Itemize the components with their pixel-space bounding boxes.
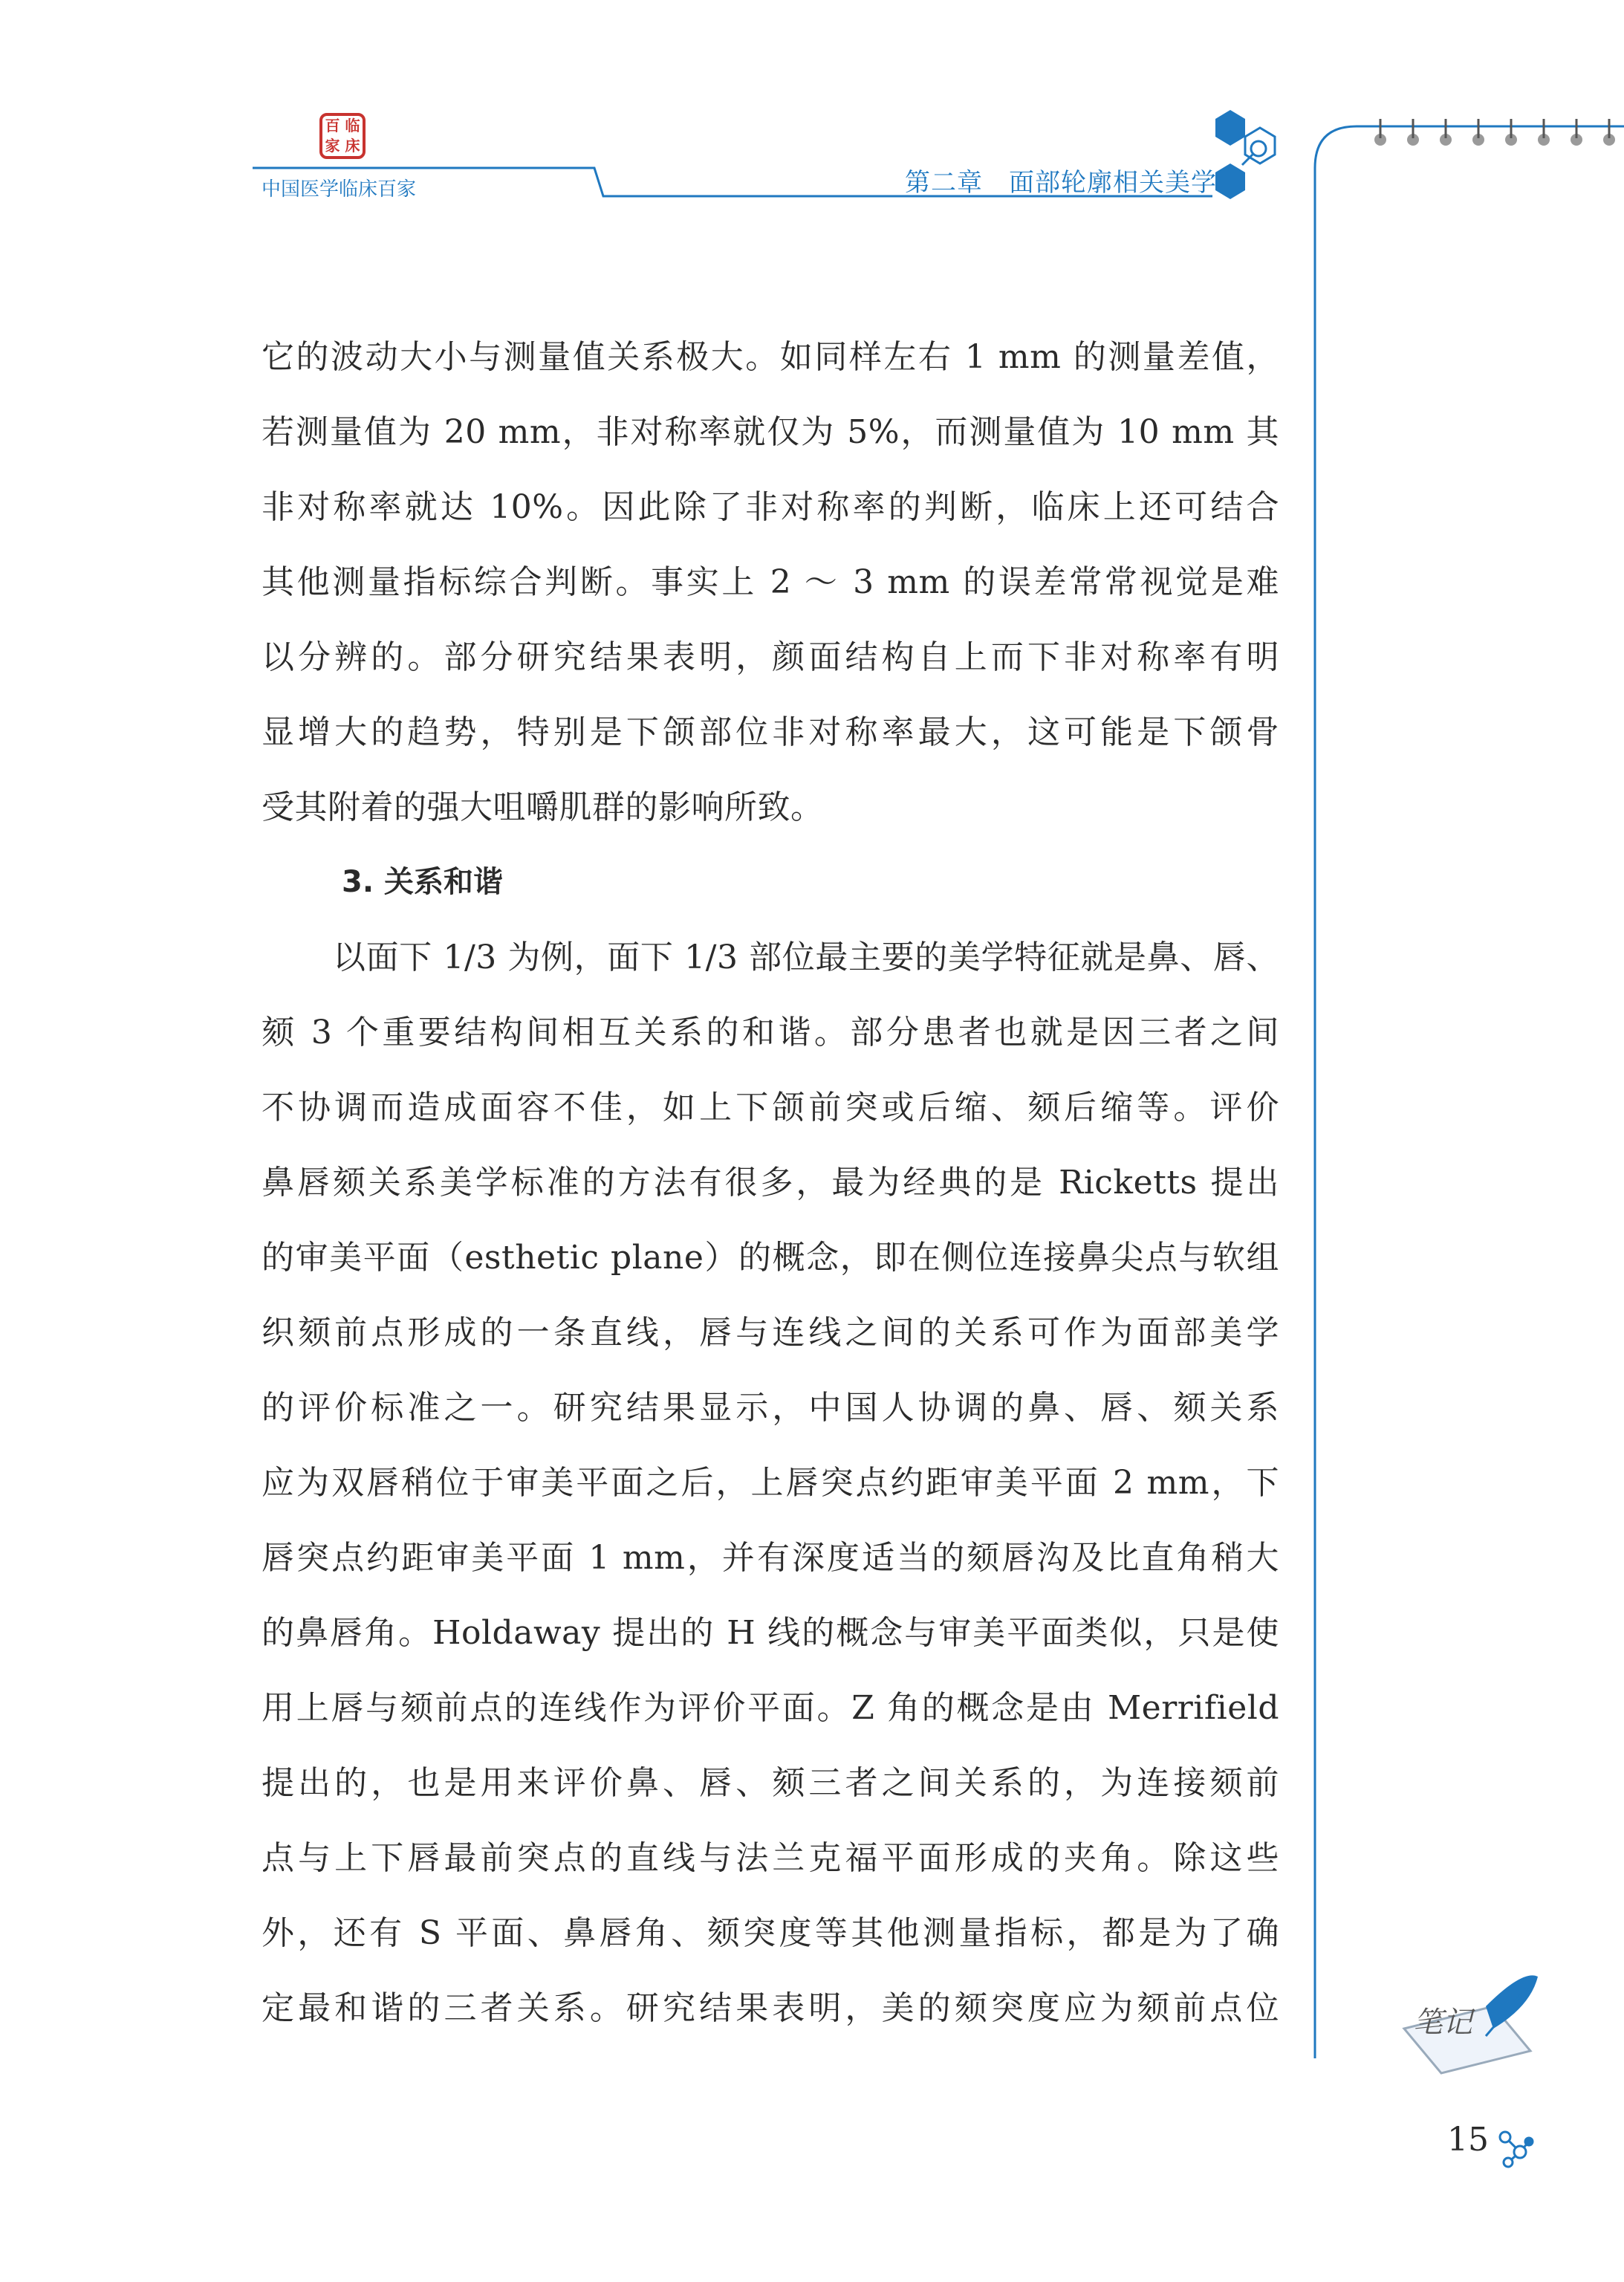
text-line: 点与上下唇最前突点的直线与法兰克福平面形成的夹角。除这些 (262, 1839, 1279, 1877)
text-line: 以分辨的。部分研究结果表明，颜面结构自上而下非对称率有明 (262, 638, 1279, 676)
paragraph-harmony (262, 920, 1279, 2046)
logo-char: 临 (345, 117, 360, 134)
text-line: 受其附着的强大咀嚼肌群的影响所致。 (262, 788, 824, 826)
text-line: 颏 3 个重要结构间相互关系的和谐。部分患者也就是因三者之间 (262, 1014, 1279, 1051)
notes-margin-frame (1315, 126, 1624, 2058)
molecule-icon (1500, 2132, 1533, 2167)
text-line: 的评价标准之一。研究结果显示，中国人协调的鼻、唇、颏关系 (262, 1389, 1279, 1427)
notes-label: 笔记 (1413, 2006, 1472, 2040)
logo-char: 百 (325, 117, 340, 134)
logo-char: 床 (345, 137, 360, 155)
section-heading: 3. 关系和谐 (342, 865, 503, 899)
text-line: 鼻唇颏关系美学标准的方法有很多，最为经典的是 Ricketts 提出 (262, 1164, 1279, 1202)
text-line: 非对称率就达 10%。因此除了非对称率的判断，临床上还可结合 (262, 488, 1279, 526)
text-line: 唇突点约距审美平面 1 mm，并有深度适当的颏唇沟及比直角稍大 (262, 1539, 1279, 1577)
series-title: 中国医学临床百家 (262, 178, 417, 201)
text-line: 应为双唇稍位于审美平面之后，上唇突点约距审美平面 2 mm，下 (262, 1464, 1279, 1502)
text-line: 其他测量指标综合判断。事实上 2 ～ 3 mm 的误差常常视觉是难 (262, 563, 1279, 601)
text-line: 它的波动大小与测量值关系极大。如同样左右 1 mm 的测量差值， (262, 338, 1279, 376)
text-line: 显增大的趋势，特别是下颌部位非对称率最大，这可能是下颌骨 (262, 713, 1279, 751)
series-logo (319, 113, 366, 159)
chapter-title: 第二章 面部轮廓相关美学 (905, 168, 1217, 198)
page-body (262, 320, 1279, 2046)
page-number: 15 (1447, 2121, 1489, 2159)
text-line: 定最和谐的三者关系。研究结果表明，美的颏突度应为颏前点位 (262, 1989, 1279, 2027)
paragraph-asymmetry (262, 320, 1279, 845)
text-line: 外，还有 S 平面、鼻唇角、颏突度等其他测量指标，都是为了确 (262, 1914, 1279, 1952)
text-line: 以面下 1/3 为例，面下 1/3 部位最主要的美学特征就是鼻、唇、 (333, 939, 1279, 976)
text-line: 的鼻唇角。Holdaway 提出的 H 线的概念与审美平面类似，只是使 (262, 1614, 1279, 1652)
text-line: 不协调而造成面容不佳，如上下颌前突或后缩、颏后缩等。评价 (262, 1089, 1279, 1127)
text-line: 的审美平面（esthetic plane）的概念，即在侧位连接鼻尖点与软组 (262, 1239, 1279, 1277)
text-line: 提出的，也是用来评价鼻、唇、颏三者之间关系的，为连接颏前 (262, 1764, 1279, 1802)
binder-rings-icon (1374, 119, 1615, 146)
text-line: 用上唇与颏前点的连线作为评价平面。Z 角的概念是由 Merrifield (262, 1689, 1279, 1727)
text-line: 若测量值为 20 mm，非对称率就仅为 5%，而测量值为 10 mm 其 (262, 413, 1279, 451)
logo-char: 家 (325, 137, 340, 155)
text-line: 织颏前点形成的一条直线，唇与连线之间的关系可作为面部美学 (262, 1314, 1279, 1352)
